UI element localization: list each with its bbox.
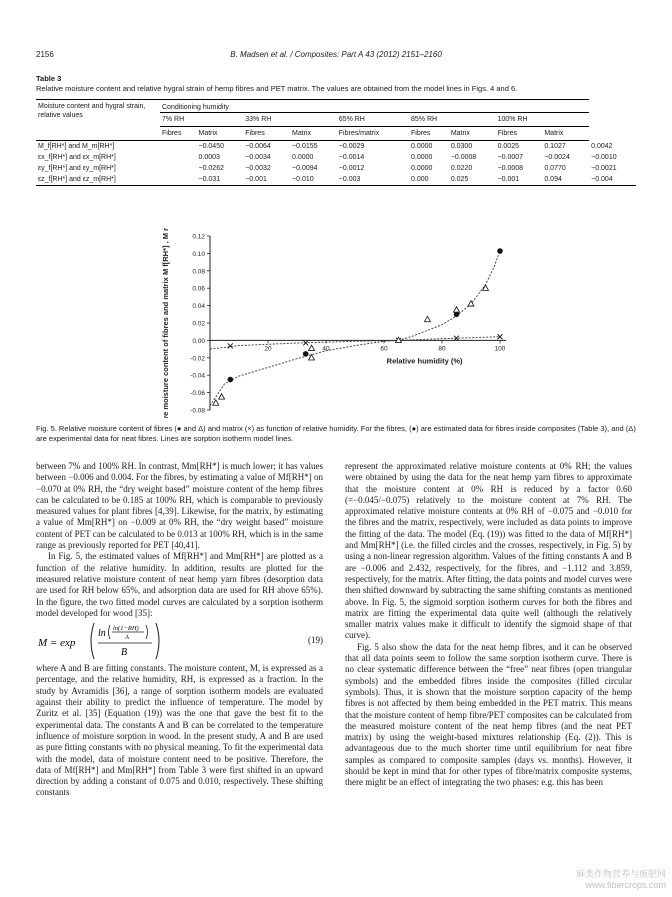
subheader: Matrix	[542, 127, 589, 141]
x-tick-label: 80	[438, 345, 446, 353]
table-cell: −0.0007	[497, 154, 524, 161]
triangle-point	[213, 400, 219, 405]
table-caption	[36, 74, 636, 94]
row-header: Moisture content and hygral strain, relative values	[36, 100, 160, 127]
y-tick-label: 0.10	[192, 250, 205, 258]
table-cell: 0.0770	[544, 165, 566, 172]
table-label: Table 3	[36, 74, 62, 83]
rh-level: 7% RH	[160, 113, 243, 127]
table-cell: 0.0300	[450, 143, 473, 150]
y-tick-label: -0.08	[190, 407, 205, 415]
table-row	[36, 152, 636, 163]
y-tick-label: -0.06	[190, 390, 205, 398]
y-tick-label: 0.08	[192, 268, 205, 276]
filled-circle-point	[497, 248, 503, 254]
rh-level: 33% RH	[243, 113, 337, 127]
subheader: Matrix	[449, 127, 496, 141]
right-column	[345, 461, 632, 789]
table-cell: −0.031	[196, 174, 243, 186]
table-cell: 0.0000	[410, 154, 433, 161]
page-number: 2156	[36, 50, 54, 59]
y-tick-label: -0.04	[190, 372, 205, 380]
row-label: εz_f[RH*] and εz_m[RH*]	[36, 174, 160, 186]
rh-level: 100% RH	[496, 113, 590, 127]
y-axis-label: Relative moisture content of fibres and matrix M f[RH*] , M m[RH*]	[161, 228, 170, 418]
y-tick-label: 0.04	[192, 303, 205, 311]
fit-line-fibres	[210, 251, 500, 406]
filled-circle-point	[228, 377, 234, 383]
table-cell: −0.0064	[245, 143, 271, 150]
triangle-point	[219, 394, 225, 399]
running-header	[36, 50, 636, 62]
table-cell: −0.0262	[198, 165, 224, 172]
subheader: Matrix	[196, 127, 243, 141]
table-cell: 0.0003	[198, 154, 220, 161]
triangle-point	[425, 316, 431, 321]
table-cell: −0.0032	[245, 165, 271, 172]
table-cell: −0.0012	[338, 165, 365, 172]
subheader: Fibres	[496, 127, 543, 141]
rh-level: 85% RH	[409, 113, 496, 127]
row-label: M_f[RH*] and M_m[RH*]	[38, 143, 115, 150]
table-row	[36, 174, 636, 186]
table-cell: −0.0008	[497, 165, 524, 172]
eq-den: B	[121, 647, 128, 659]
eq-inner-num: ln(1−RH)	[113, 625, 139, 633]
table-cell: −0.0094	[292, 165, 318, 172]
subheader: Fibres	[243, 127, 290, 141]
table-cell: 0.0000	[410, 143, 433, 150]
watermark-line: www.fibercrops.com	[585, 880, 666, 890]
rh-level: 65% RH	[337, 113, 409, 127]
table-cell: 0.0025	[497, 143, 519, 150]
left-column	[36, 461, 323, 799]
table-cell: −0.0450	[198, 143, 224, 150]
table-cell: 0.025	[449, 174, 496, 186]
table-cell: −0.0024	[544, 154, 570, 161]
table-cell: −0.0155	[292, 143, 318, 150]
table-cell: 0.094	[542, 174, 589, 186]
table-cell: −0.0014	[338, 154, 365, 161]
x-axis-label: Relative humidity (%)	[386, 356, 463, 366]
equation-body	[36, 619, 276, 663]
paragraph: between 7% and 100% RH. In contrast, Mm[RH*] is much lower; it has values between −0.006 and 0.004. For the fibres, by estimating a value of Mf[RH*] on −0.070 at 0% RH, the “dry weight based” moisture content of the hemp fibres can be calculated to be 0.185 at 100% RH, which is comparable to previously measured values for plant fibres [4,39]. Likewise, for the matrix, by estimating a value of Mm[RH*] on −0.009 at 0% RH, the “dry weight based” moisture content of PET can be calculated to be 0.013 at 100% RH, which is in the same range as previously reported for PET [40,41].	[36, 461, 323, 551]
triangle-point	[454, 307, 460, 312]
table-cell: −0.0021	[591, 165, 617, 172]
cross-point	[228, 343, 233, 348]
watermark	[576, 869, 666, 891]
eq-ln: ln	[98, 628, 106, 640]
figure-caption: Fig. 5. Relative moisture content of fibres (● and Δ) and matrix (×) as function of relative humidity. For the fibres, (●) are estimated data for fibres inside composites (Table 3), and (Δ) are experimental data for neat fibres. Lines are sorption isotherm model lines.	[36, 424, 636, 443]
y-tick-label: 0.02	[192, 320, 205, 328]
subheader: Matrix	[290, 127, 337, 141]
group-header: Conditioning humidity	[160, 100, 589, 113]
filled-circle-point	[303, 351, 309, 357]
table-cell: 0.0042	[591, 142, 613, 150]
table-row	[36, 163, 636, 174]
y-tick-label: 0.12	[192, 233, 205, 241]
y-tick-label: -0.02	[190, 355, 205, 363]
eq-inner-den: A	[125, 634, 129, 642]
table-cell: −0.003	[337, 174, 409, 186]
table-cell: −0.010	[290, 174, 337, 186]
x-tick-label: 20	[264, 345, 272, 353]
subheader: Fibres/matrix	[337, 127, 409, 141]
table-cell: −0.0008	[450, 154, 477, 161]
table-row	[36, 141, 636, 153]
paragraph: Fig. 5 also show the data for the neat hemp fibres, and it can be observed that all data points seem to follow the same sorption isotherm curve. There is no clear systematic difference between the “free” neat fibres (open triangular symbols) and the embedded fibres inside the composites (filled circular symbols). Thus, it is shown that the moisture sorption capacity of the hemp fibres is not affected by them being embedded in the PET matrix. This means that the moisture content of hemp fibre/PET composites can be calculated from the measured moisture content of the neat hemp fibres (and the neat PET matrix) by using the weight-based mixtures relationship (Eq. (2)). This is advantageous due to the much shorter time until equilibrium for neat fibre samples as compared to composite samples (days vs. months). However, it should be kept in mind that for other types of fibre/matrix composite systems, there might be an effect of integrating the two phases: e.g. this has been	[345, 641, 632, 788]
table-cell: 0.000	[409, 174, 449, 186]
table-cell: 0.0000	[292, 154, 314, 161]
table-cell: −0.001	[496, 174, 543, 186]
y-tick-label: 0.06	[192, 285, 205, 293]
triangle-point	[309, 345, 315, 350]
row-label: εx_f[RH*] and εx_m[RH*]	[38, 154, 116, 161]
moisture-chart	[150, 228, 550, 418]
table-cell: −0.004	[589, 174, 636, 186]
eq-lhs: M = exp	[38, 637, 76, 650]
x-tick-label: 60	[380, 345, 388, 353]
paragraph: where A and B are fitting constants. The moisture content, M, is expressed as a percentage, and the relative humidity, RH, is expressed as a fraction. In the study by Avramidis [36], a range of sorption isotherm models are evaluated against their ability to predict the influence of temperature. The model by Zuritz et al. [35] (Equation (19)) was the one that gave the best fit to the experimental data. The constants A and B can be correlated to the temperature influence of moisture sorption in wood. In the present study, A and B are used as pure fitting constants with no physical meaning. To fit the experimental data with the model, data of moisture content need to be positive. Therefore, the data of Mf[RH*] and Mm[RH*] from Table 3 were first shifted in an upward direction by adding a constant of 0.075 and 0.010, respectively. These shifting constants	[36, 663, 323, 798]
table-cell: 0.0220	[450, 165, 473, 172]
journal-citation: B. Madsen et al. / Composites: Part A 43 (2012) 2151–2160	[230, 50, 442, 59]
subheader: Fibres	[160, 127, 196, 141]
table-cell: 0.0000	[410, 165, 433, 172]
subheader: Fibres	[409, 127, 449, 141]
table-caption-text: Relative moisture content and relative hygral strain of hemp fibres and PET matrix. The values are obtained from the model lines in Figs. 4 and 6.	[36, 84, 518, 93]
equation-19	[36, 619, 323, 663]
row-label: εy_f[RH*] and εy_m[RH*]	[38, 165, 116, 172]
figure-5	[150, 228, 550, 418]
x-tick-label: 40	[322, 345, 330, 353]
paragraph: represent the approximated relative moisture contents at 0% RH; the values were obtained by using the data for the neat hemp yarn fibres to approximate that the moisture content at 0% RH is reduced by a factor 0.60 (=−0.045/−0.075) relatively to the moisture content at 7% RH. The approximated relative moisture contents at 0% RH of −0.075 and −0.010 for the fibres and the matrix, respectively, were included as data points to improve the fitting of the data. The model (Eq. (19)) was fitted to the data of Mf[RH*] and Mm[RH*] (i.e. the filled circles and the crosses, respectively, in Fig. 5) by using a non-linear regression algorithm. Values of the fitting constants A and B are −0.006 and 2.432, respectively, for the fibres, and −1.112 and 3.859, respectively, for the matrix. After fitting, the data points and model curves were then shifted downward by subtracting the same shifting constants as mentioned above. In Fig. 5, the sigmoid sorption isotherm curves for both the fibres and matrix are fitting the experimental data quite well (although the relatively smaller matrix values make it difficult to identify the sigmoid shape of that curve).	[345, 461, 632, 641]
y-tick-label: 0.00	[192, 337, 205, 345]
table-cell: −0.0010	[591, 154, 617, 161]
table-cell: 0.1027	[544, 143, 566, 150]
watermark-line: 麻类作物营养与施肥网	[575, 869, 666, 879]
table-3	[36, 99, 636, 186]
table-cell: −0.001	[243, 174, 290, 186]
paragraph: In Fig. 5, the estimated values of Mf[RH*] and Mm[RH*] are plotted as a function of the relative humidity. In addition, results are plotted for the measured relative moisture content of neat hemp yarn fibres (desorption data are used for RH below 65%, and adsorption data are used for RH above 65%). In the figure, the two fitted model curves are calculated by a sorption isotherm model developed for wood [35]:	[36, 551, 323, 618]
table-cell: −0.0034	[245, 154, 271, 161]
equation-number: (19)	[308, 635, 323, 646]
table-cell: −0.0029	[338, 143, 365, 150]
x-tick-label: 100	[494, 345, 506, 353]
cross-point	[303, 340, 308, 345]
